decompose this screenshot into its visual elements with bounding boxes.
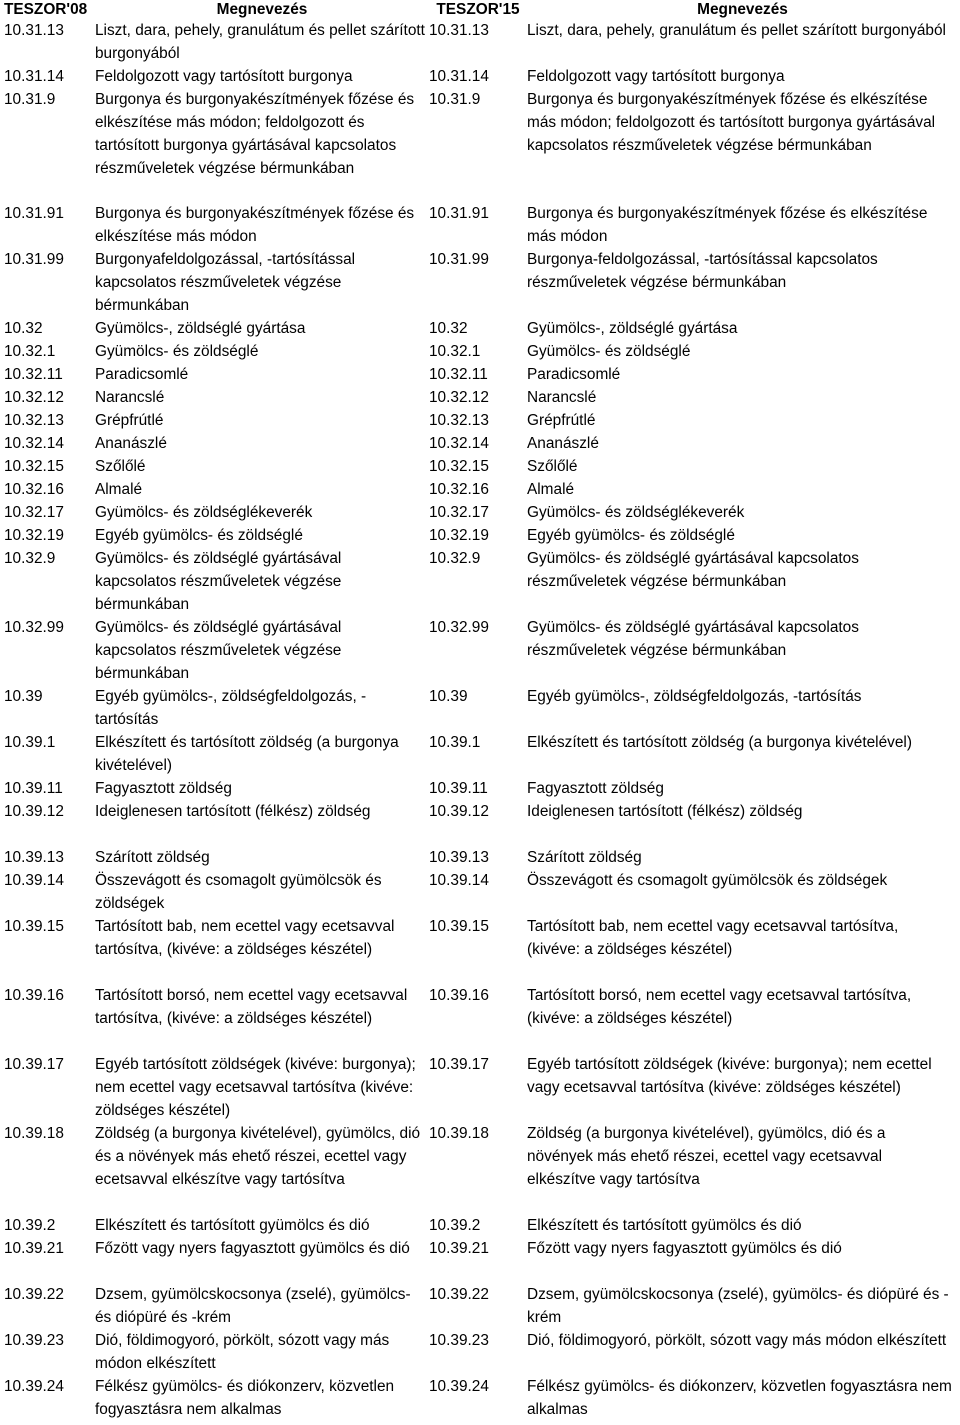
table-row: [4, 777, 958, 800]
name-2015: Feldolgozott vagy tartósított burgonya: [527, 68, 785, 85]
table-row: [4, 248, 958, 317]
code-2008: 10.32.1: [4, 343, 56, 360]
code-2008: 10.32.12: [4, 389, 64, 406]
name-2008: Gyümölcs- és zöldséglékeverék: [95, 504, 313, 521]
name-2015: Szőlőlé: [527, 458, 578, 475]
code-2008: 10.39.24: [4, 1378, 64, 1395]
table-row: [4, 800, 958, 846]
name-2008: Burgonyafeldolgozással, -tartósítással kapcsolatos részműveletek végzése bérmunkában: [95, 251, 356, 314]
name-2008: Ideiglenesen tartósított (félkész) zöldség: [95, 803, 371, 820]
code-2015: 10.39.23: [429, 1332, 489, 1349]
table-row: [4, 915, 958, 984]
table-row: [4, 984, 958, 1053]
code-2015: 10.39.17: [429, 1056, 489, 1073]
name-2015: Tartósított borsó, nem ecettel vagy ecetsavval tartósítva, (kivéve: a zöldséges készétel): [527, 987, 912, 1027]
name-2015: Paradicsomlé: [527, 366, 621, 383]
table-row: [4, 455, 958, 478]
code-2008: 10.39.17: [4, 1056, 64, 1073]
name-2008: Almalé: [95, 481, 143, 498]
header-teszor08: TESZOR'08: [4, 1, 88, 18]
code-2015: 10.32.17: [429, 504, 489, 521]
table-row: [4, 685, 958, 731]
code-2008: 10.39.1: [4, 734, 56, 751]
name-2015: Félkész gyümölcs- és diókonzerv, közvetlen fogyasztásra nem alkalmas: [527, 1378, 952, 1418]
table-row: [4, 386, 958, 409]
code-2008: 10.31.14: [4, 68, 64, 85]
name-2008: Narancslé: [95, 389, 165, 406]
code-2008: 10.39.13: [4, 849, 64, 866]
table-row: [4, 731, 958, 777]
code-2008: 10.39: [4, 688, 43, 705]
name-2015: Gyümölcs- és zöldséglé: [527, 343, 691, 360]
code-2015: 10.39.16: [429, 987, 489, 1004]
code-2015: 10.32: [429, 320, 468, 337]
code-2015: 10.39.18: [429, 1125, 489, 1142]
name-2008: Elkészített és tartósított zöldség (a burgonya kivételével): [95, 734, 399, 774]
name-2008: Gyümölcs- és zöldséglé: [95, 343, 259, 360]
table-row: [4, 1375, 958, 1421]
code-2015: 10.32.14: [429, 435, 489, 452]
name-2015: Gyümölcs- és zöldséglé gyártásával kapcsolatos részműveletek végzése bérmunkában: [527, 619, 859, 659]
code-2008: 10.32.16: [4, 481, 64, 498]
table-row: [4, 432, 958, 455]
name-2015: Gyümölcs- és zöldséglé gyártásával kapcsolatos részműveletek végzése bérmunkában: [527, 550, 859, 590]
name-2008: Elkészített és tartósított gyümölcs és dió: [95, 1217, 370, 1234]
table-row: [4, 19, 958, 65]
table-row: [4, 524, 958, 547]
name-2008: Tartósított borsó, nem ecettel vagy ecetsavval tartósítva, (kivéve: a zöldséges készétel): [95, 987, 408, 1027]
table-row: [4, 1214, 958, 1237]
name-2008: Egyéb tartósított zöldségek (kivéve: burgonya); nem ecettel vagy ecetsavval tartósítva (kivéve: zöldséges készétel): [95, 1056, 416, 1119]
code-2015: 10.39.15: [429, 918, 489, 935]
name-2008: Gyümölcs- és zöldséglé gyártásával kapcsolatos részműveletek végzése bérmunkában: [95, 550, 342, 613]
code-2008: 10.32.19: [4, 527, 64, 544]
code-2015: 10.31.91: [429, 205, 489, 222]
code-2008: 10.32: [4, 320, 43, 337]
code-2008: 10.39.22: [4, 1286, 64, 1303]
code-2008: 10.31.99: [4, 251, 64, 268]
name-2008: Ananászlé: [95, 435, 167, 452]
code-2015: 10.32.13: [429, 412, 489, 429]
name-2015: Grépfrútlé: [527, 412, 596, 429]
table-row: [4, 363, 958, 386]
code-2015: 10.32.15: [429, 458, 489, 475]
code-2015: 10.39.1: [429, 734, 481, 751]
table-row: [4, 65, 958, 88]
name-2015: Narancslé: [527, 389, 597, 406]
name-2015: Gyümölcs- és zöldséglékeverék: [527, 504, 745, 521]
code-2008: 10.32.13: [4, 412, 64, 429]
table-row: [4, 88, 958, 202]
code-2015: 10.32.99: [429, 619, 489, 636]
table-row: [4, 1237, 958, 1283]
code-2015: 10.39.12: [429, 803, 489, 820]
name-2015: Gyümölcs-, zöldséglé gyártása: [527, 320, 738, 337]
table-row: [4, 547, 958, 616]
code-2015: 10.39.11: [429, 780, 488, 797]
code-2008: 10.32.99: [4, 619, 64, 636]
name-2015: Burgonya és burgonyakészítmények főzése és elkészítése más módon; feldolgozott és tartósított burgonya gyártásával kapcsolatos részműveletek végzése bérmunkában: [527, 91, 936, 154]
code-2015: 10.31.13: [429, 22, 489, 39]
name-2015: Egyéb gyümölcs- és zöldséglé: [527, 527, 735, 544]
name-2015: Fagyasztott zöldség: [527, 780, 664, 797]
code-2008: 10.39.16: [4, 987, 64, 1004]
name-2015: Egyéb tartósított zöldségek (kivéve: burgonya); nem ecettel vagy ecetsavval tartósítva (kivéve: zöldséges készétel): [527, 1056, 932, 1096]
table-row: [4, 317, 958, 340]
header-name15: Megnevezés: [697, 1, 788, 18]
code-2008: 10.32.15: [4, 458, 64, 475]
code-2015: 10.32.9: [429, 550, 481, 567]
table-row: [4, 202, 958, 248]
name-2008: Összevágott és csomagolt gyümölcsök és zöldségek: [95, 872, 382, 912]
code-2015: 10.39.14: [429, 872, 489, 889]
table-row: [4, 1329, 958, 1375]
code-2008: 10.39.14: [4, 872, 64, 889]
code-2015: 10.31.14: [429, 68, 489, 85]
name-2015: Ideiglenesen tartósított (félkész) zöldség: [527, 803, 803, 820]
name-2015: Összevágott és csomagolt gyümölcsök és zöldségek: [527, 872, 888, 889]
header-teszor15: TESZOR'15: [436, 1, 520, 18]
code-2008: 10.39.2: [4, 1217, 56, 1234]
name-2008: Főzött vagy nyers fagyasztott gyümölcs és dió: [95, 1240, 410, 1257]
name-2008: Zöldség (a burgonya kivételével), gyümölcs, dió és a növények más ehető részei, ecettel vagy ecetsavval elkészítve vagy tartósítva: [95, 1125, 421, 1188]
table-row: [4, 340, 958, 363]
table-row: [4, 616, 958, 685]
name-2008: Egyéb gyümölcs-, zöldségfeldolgozás, -tartósítás: [95, 688, 367, 728]
name-2008: Grépfrútlé: [95, 412, 164, 429]
name-2015: Zöldség (a burgonya kivételével), gyümölcs, dió és a növények más ehető részei, ecettel vagy ecetsavval elkészítve vagy tartósítva: [527, 1125, 886, 1188]
code-2008: 10.31.9: [4, 91, 56, 108]
name-2015: Dzsem, gyümölcskocsonya (zselé), gyümölcs- és diópüré és -krém: [527, 1286, 949, 1326]
code-2015: 10.39.2: [429, 1217, 481, 1234]
name-2015: Főzött vagy nyers fagyasztott gyümölcs és dió: [527, 1240, 842, 1257]
code-2008: 10.39.21: [4, 1240, 64, 1257]
name-2015: Burgonya-feldolgozással, -tartósítással kapcsolatos részműveletek végzése bérmunkában: [527, 251, 878, 291]
table-row: [4, 501, 958, 524]
name-2008: Szőlőlé: [95, 458, 146, 475]
code-2015: 10.32.12: [429, 389, 489, 406]
code-2008: 10.39.18: [4, 1125, 64, 1142]
name-2008: Burgonya és burgonyakészítmények főzése és elkészítése más módon; feldolgozott és tartósított burgonya gyártásával kapcsolatos részműveletek végzése bérmunkában: [95, 91, 415, 177]
name-2015: Burgonya és burgonyakészítmények főzése és elkészítése más módon: [527, 205, 928, 245]
table-row: [4, 1122, 958, 1214]
name-2015: Ananászlé: [527, 435, 599, 452]
code-2015: 10.32.11: [429, 366, 488, 383]
name-2008: Dió, földimogyoró, pörkölt, sózott vagy más módon elkészített: [95, 1332, 390, 1372]
name-2015: Almalé: [527, 481, 575, 498]
code-2008: 10.39.23: [4, 1332, 64, 1349]
code-2015: 10.31.9: [429, 91, 481, 108]
name-2015: Liszt, dara, pehely, granulátum és pellet szárított burgonyából: [527, 22, 946, 39]
table-row: [4, 869, 958, 915]
table-row: [4, 846, 958, 869]
name-2008: Feldolgozott vagy tartósított burgonya: [95, 68, 353, 85]
code-2015: 10.32.19: [429, 527, 489, 544]
name-2008: Gyümölcs- és zöldséglé gyártásával kapcsolatos részműveletek végzése bérmunkában: [95, 619, 342, 682]
code-2015: 10.39.13: [429, 849, 489, 866]
name-2015: Elkészített és tartósított zöldség (a burgonya kivételével): [527, 734, 912, 751]
table-row: [4, 1283, 958, 1329]
code-2008: 10.32.14: [4, 435, 64, 452]
code-2008: 10.39.12: [4, 803, 64, 820]
code-2015: 10.39: [429, 688, 468, 705]
name-2008: Paradicsomlé: [95, 366, 189, 383]
table-row: [4, 409, 958, 432]
code-2015: 10.39.22: [429, 1286, 489, 1303]
code-2008: 10.39.15: [4, 918, 64, 935]
code-2015: 10.32.16: [429, 481, 489, 498]
code-2008: 10.32.9: [4, 550, 56, 567]
code-2008: 10.31.13: [4, 22, 64, 39]
name-2015: Tartósított bab, nem ecettel vagy ecetsavval tartósítva, (kivéve: a zöldséges készétel): [527, 918, 899, 958]
code-2008: 10.39.11: [4, 780, 63, 797]
table-row: [4, 1053, 958, 1122]
code-2008: 10.32.17: [4, 504, 64, 521]
name-2008: Fagyasztott zöldség: [95, 780, 232, 797]
code-2008: 10.31.91: [4, 205, 64, 222]
header-row: [4, 0, 958, 19]
code-2015: 10.39.24: [429, 1378, 489, 1395]
name-2008: Félkész gyümölcs- és diókonzerv, közvetlen fogyasztásra nem alkalmas: [95, 1378, 395, 1418]
table-row: [4, 478, 958, 501]
table-body: [4, 19, 958, 1421]
code-2015: 10.32.1: [429, 343, 481, 360]
name-2015: Egyéb gyümölcs-, zöldségfeldolgozás, -tartósítás: [527, 688, 862, 705]
name-2008: Tartósított bab, nem ecettel vagy ecetsavval tartósítva, (kivéve: a zöldséges készétel): [95, 918, 395, 958]
code-2008: 10.32.11: [4, 366, 63, 383]
name-2015: Szárított zöldség: [527, 849, 642, 866]
name-2008: Dzsem, gyümölcskocsonya (zselé), gyümölcs- és diópüré és -krém: [95, 1286, 411, 1326]
name-2008: Egyéb gyümölcs- és zöldséglé: [95, 527, 303, 544]
name-2008: Liszt, dara, pehely, granulátum és pellet szárított burgonyából: [95, 22, 425, 62]
teszor-correspondence-table: [4, 0, 958, 1421]
code-2015: 10.31.99: [429, 251, 489, 268]
header-name08: Megnevezés: [216, 1, 308, 18]
name-2015: Dió, földimogyoró, pörkölt, sózott vagy más módon elkészített: [527, 1332, 947, 1349]
name-2008: Burgonya és burgonyakészítmények főzése és elkészítése más módon: [95, 205, 415, 245]
name-2008: Gyümölcs-, zöldséglé gyártása: [95, 320, 306, 337]
name-2015: Elkészített és tartósított gyümölcs és dió: [527, 1217, 802, 1234]
code-2015: 10.39.21: [429, 1240, 489, 1257]
name-2008: Szárított zöldség: [95, 849, 210, 866]
